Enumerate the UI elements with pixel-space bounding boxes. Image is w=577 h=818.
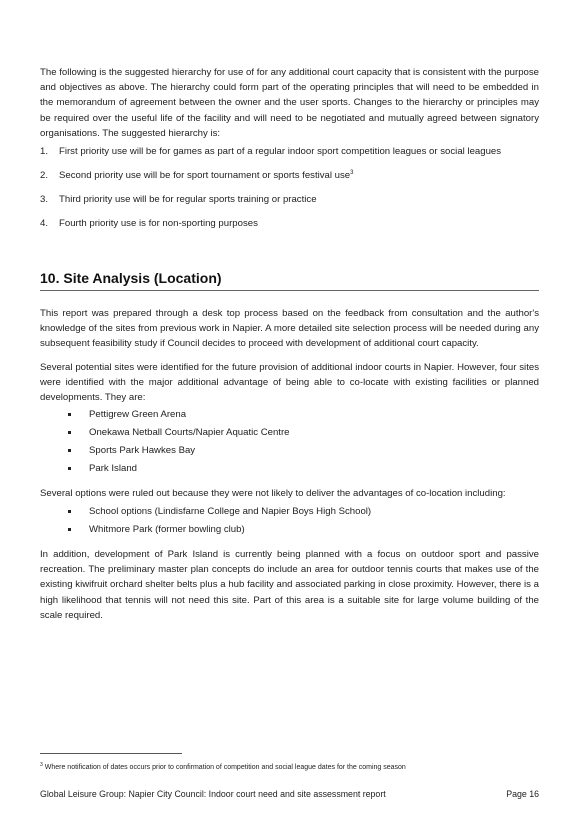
bullet-marker (68, 528, 71, 531)
bullet-marker (68, 449, 71, 452)
section-paragraph-4: In addition, development of Park Island is currently being planned with a focus on outdoor sport and passive recreation. The preliminary master plan concepts do include an area for outdoor tennis courts that makes use of the existing kiwifruit orchard shelter belts plus a hub facility and associated parking in close proximity. However, there is a high likelihood that tennis will not need this site. Part of this area is a suitable site for large volume building of the scale required. (40, 549, 539, 621)
priority-text: Third priority use will be for regular sports training or practice (59, 194, 317, 205)
footnote-divider (40, 753, 182, 754)
priority-text: Second priority use will be for sport tournament or sports festival use (59, 170, 351, 181)
footnote-text: Where notification of dates occurs prior to confirmation of competition and social league dates for the coming season (44, 764, 406, 771)
footnote-ref: 3 (350, 170, 354, 176)
footnote-number: 3 (40, 762, 43, 768)
section-heading: 10. Site Analysis (Location) (40, 270, 539, 291)
priority-number: 2. (40, 170, 49, 181)
bullet-marker (68, 467, 71, 470)
priority-number: 1. (40, 146, 49, 157)
page-number: Page 16 (506, 789, 539, 799)
section-paragraph-1: This report was prepared through a desk top process based on the feedback from consultation and the author's knowledge of the sites from previous work in Napier. A more detailed site selection process will be needed during any subsequent feasibility study if Council decides to proceed with development of additional court capacity. (40, 308, 539, 350)
footnote (40, 763, 406, 773)
section-paragraph-2: Several potential sites were identified for the future provision of additional indoor courts in Napier. However, four sites were identified with the major additional advantage of being able to co-locate with existing facilities or planned developments. They are: (40, 362, 539, 404)
priority-text: First priority use will be for games as part of a regular indoor sport competition leagues or social leagues (59, 146, 502, 157)
footer-title: Global Leisure Group: Napier City Council: Indoor court need and site assessment report (40, 789, 386, 799)
priority-text: Fourth priority use is for non-sporting purposes (59, 218, 258, 229)
site-name: Park Island (89, 463, 137, 474)
site-name: Pettigrew Green Arena (89, 409, 187, 420)
section-paragraph-3: Several options were ruled out because they were not likely to deliver the advantages of co-location including: (40, 488, 506, 499)
site-name: Sports Park Hawkes Bay (89, 445, 196, 456)
ruled-out-name: School options (Lindisfarne College and Napier Boys High School) (89, 506, 372, 517)
bullet-marker (68, 510, 71, 513)
site-name: Onekawa Netball Courts/Napier Aquatic Centre (89, 427, 290, 438)
priority-text-wrap (59, 169, 354, 183)
priority-number: 3. (40, 194, 49, 205)
bullet-marker (68, 431, 71, 434)
bullet-marker (68, 413, 71, 416)
ruled-out-name: Whitmore Park (former bowling club) (89, 524, 245, 535)
intro-paragraph: The following is the suggested hierarchy for use of for any additional court capacity that is consistent with the purpose and objectives as above. The hierarchy could form part of the operating principles that will need to be embedded in the memorandum of agreement between the owner and the user sports. Changes to the hierarchy or principles may be required over the useful life of the facility and will need to be negotiated and mutually agreed between signatory organisations. The suggested hierarchy is: (40, 67, 539, 139)
priority-number: 4. (40, 218, 49, 229)
